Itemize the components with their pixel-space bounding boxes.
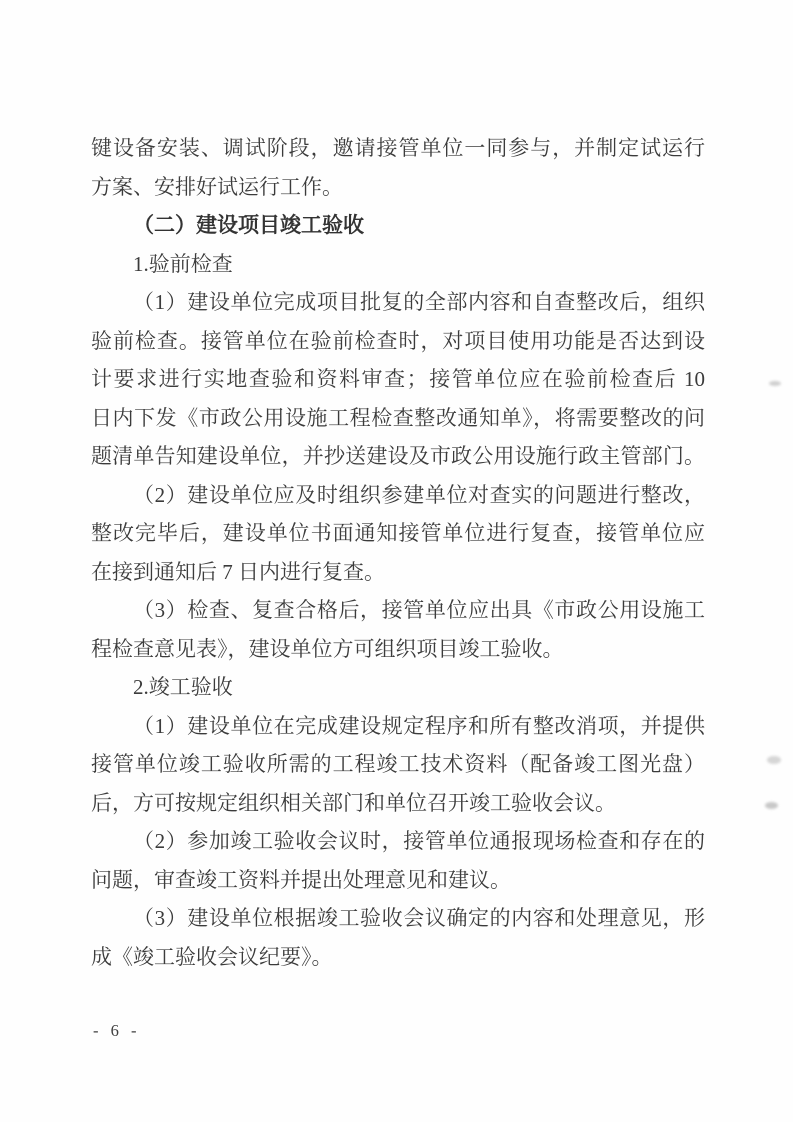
text-line: 方案、安排好试运行工作。 xyxy=(91,174,343,199)
text-line: 程检查意见表》，建设单位方可组织项目竣工验收。 xyxy=(91,636,564,661)
text-line: （1）建设单位完成项目批复的全部内容和自查整改后，组织 xyxy=(133,290,705,314)
document-text-block xyxy=(91,129,705,976)
text-line: 在接到通知后 7 日内进行复查。 xyxy=(91,559,385,584)
scan-artifact xyxy=(765,802,778,809)
scan-artifact xyxy=(767,756,781,764)
text-line: （3）检查、复查合格后，接管单位应出具《市政公用设施工 xyxy=(133,598,705,622)
text-line: （2）建设单位应及时组织参建单位对查实的问题进行整改， xyxy=(133,482,705,507)
text-line: 键设备安装、调试阶段，邀请接管单位一同参与，并制定试运行 xyxy=(91,136,705,160)
text-line: 题清单告知建设单位，并抄送建设及市政公用设施行政主管部门。 xyxy=(91,444,705,468)
page-number: - 6 - xyxy=(93,1021,141,1040)
text-line: 成《竣工验收会议纪要》。 xyxy=(91,944,333,969)
text-line: 1.验前检查 xyxy=(133,251,233,276)
text-line: 计要求进行实地查验和资料审查；接管单位应在验前检查后 10 xyxy=(91,367,705,391)
text-line: 整改完毕后，建设单位书面通知接管单位进行复查，接管单位应 xyxy=(91,521,705,545)
text-line: （2）参加竣工验收会议时，接管单位通报现场检查和存在的 xyxy=(133,829,705,853)
text-line: 问题，审查竣工资料并提出处理意见和建议。 xyxy=(91,867,511,892)
text-line: 后，方可按规定组织相关部门和单位召开竣工验收会议。 xyxy=(91,790,616,815)
text-line: 2.竣工验收 xyxy=(133,675,233,699)
section-heading-line: （二）建设项目竣工验收 xyxy=(133,213,364,237)
text-line: 日内下发《市政公用设施工程检查整改通知单》，将需要整改的问 xyxy=(91,405,705,430)
text-line: 验前检查。接管单位在验前检查时，对项目使用功能是否达到设 xyxy=(91,328,705,353)
text-line: （3）建设单位根据竣工验收会议确定的内容和处理意见，形 xyxy=(133,906,705,930)
text-line: 接管单位竣工验收所需的工程竣工技术资料（配备竣工图光盘） xyxy=(91,752,705,776)
text-line: （1）建设单位在完成建设规定程序和所有整改消项，并提供 xyxy=(133,713,705,738)
scan-artifact xyxy=(769,381,781,386)
